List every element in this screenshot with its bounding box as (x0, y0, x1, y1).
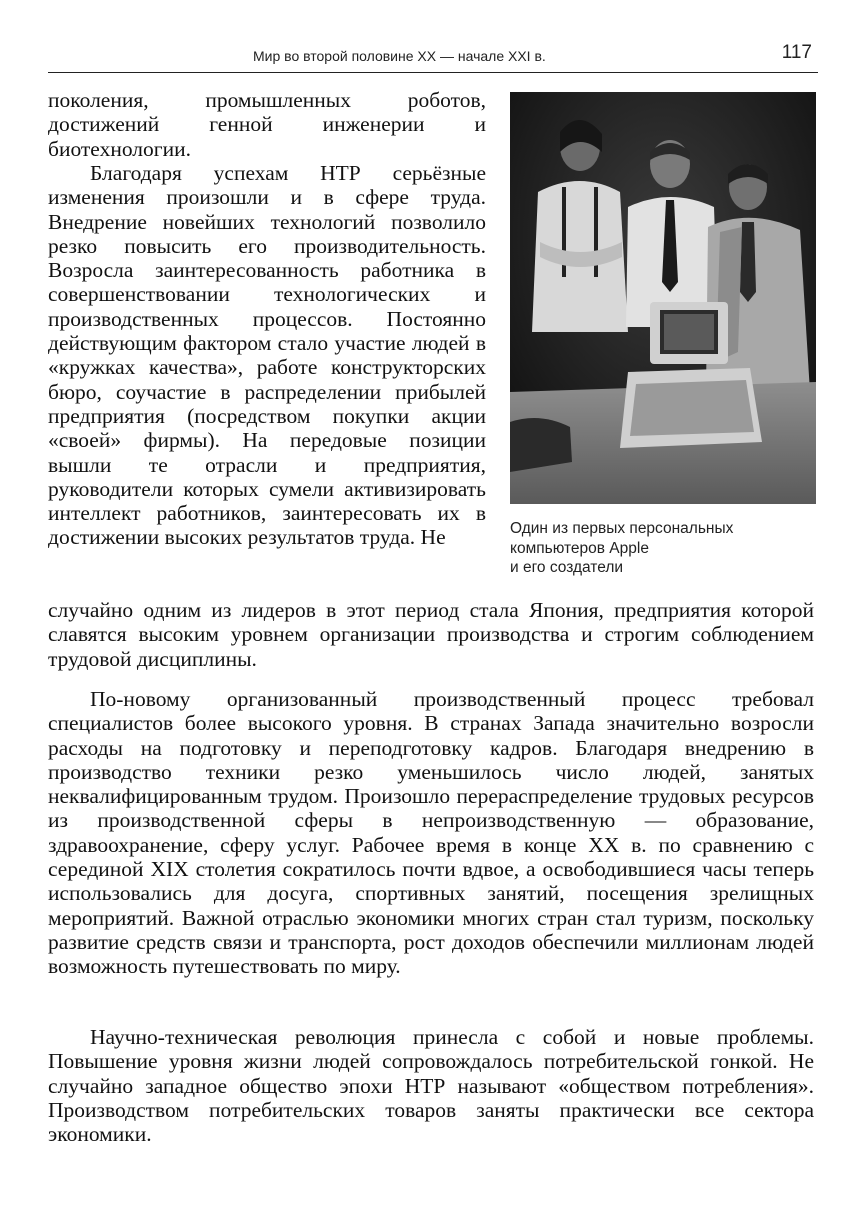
caption-line-2: компьютеров Apple (510, 539, 649, 557)
running-title: Мир во второй половине XX — начале XXI в. (253, 48, 546, 64)
paragraph-3: По-новому организованный производственный процесс требовал специалистов более высокого уровня. В странах Запада значительно возросли расходы на подготовку и переподготовку кадров. Благодаря внедрению в производство техники резко уменьшилось число людей, занятых неквалифицированным трудом. Произошло перераспределение трудовых ресурсов из производственной сферы в непроизводственную — образование, здравоохранение, сферу услуг. Рабочее время в конце XX в. по сравнению с серединой XIX столетия сократилось почти вдвое, а освободившиеся часы теперь использовались для досуга, спортивных занятий, посещения зрелищных мероприятий. Важной отраслью экономики многих стран стал туризм, поскольку развитие средств связи и транспорта, рост доходов обеспечили миллионам людей возможность путешествовать по миру. (48, 687, 814, 979)
paragraph-2-part-2: случайно одним из лидеров в этот период стала Япония, предприятия которой славятся высоким уровнем организации производства и строгим соблюдением трудовой дисциплины. (48, 598, 814, 671)
paragraph-4: Научно-техническая революция принесла с собой и новые проблемы. Повышение уровня жизни людей сопровождалось потребительской гонкой. Не случайно западное общество эпохи НТР называют «обществом потребления». Производством потребительских товаров заняты практически все сектора экономики. (48, 1025, 814, 1147)
paragraph-1: поколения, промышленных роботов, достижений генной инженерии и биотехнологии. (48, 88, 486, 161)
caption-line-3: и его создатели (510, 559, 624, 576)
paragraph-2-part-1: Благодаря успехам НТР серьёзные изменения произошли и в сфере труда. Внедрение новейших технологий позволило резко повысить его производительность. Возросла заинтересованность работника в совершенствовании технологических и производственных процессов. Постоянно действующим фактором стало участие людей в «кружках качества», работе конструкторских бюро, соучастие в распределении прибылей предприятия (посредством покупки акции «своей» фирмы). На передовые позиции вышли те отрасли и предприятия, руководители которых сумели активизировать интеллект работников, заинтересовать их в достижении высоких результатов труда. Не (48, 161, 486, 550)
photo-caption (510, 519, 810, 578)
caption-line-1: Один из первых персональных (510, 520, 734, 537)
page-header (48, 40, 818, 73)
apple-computer-photo (510, 92, 816, 504)
page-number: 117 (781, 42, 812, 63)
photo-illustration (510, 92, 816, 504)
